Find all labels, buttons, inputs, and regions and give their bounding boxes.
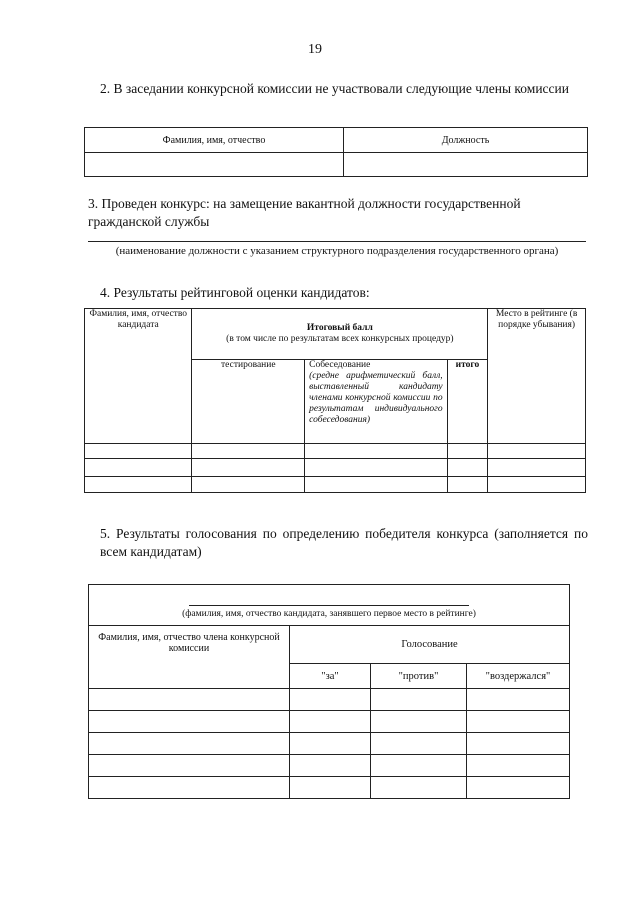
table-row bbox=[89, 755, 570, 777]
voting-table bbox=[88, 584, 570, 799]
interview-note: (средне арифметический балл, выставленный кандидату членами конкурсной комиссии по результатам индивидуального собеседования) bbox=[309, 371, 443, 425]
sub-testing: тестирование bbox=[192, 360, 305, 444]
interview-label: Собеседование bbox=[309, 360, 371, 370]
table-row bbox=[85, 459, 586, 477]
table-row bbox=[89, 711, 570, 733]
sub-interview bbox=[305, 360, 448, 444]
table-cell bbox=[85, 153, 344, 177]
header-full-name: Фамилия, имя, отчество bbox=[85, 128, 344, 153]
table-cell bbox=[344, 153, 588, 177]
vote-abstain: "воздержался" bbox=[467, 664, 570, 689]
sub-total: итого bbox=[447, 360, 488, 444]
table-row bbox=[89, 777, 570, 799]
table-row bbox=[89, 689, 570, 711]
section-5-text: 5. Результаты голосования по определению победителя конкурса (заполняется по всем кандидатам) bbox=[100, 526, 588, 559]
winner-cell bbox=[89, 585, 570, 626]
absent-members-table bbox=[84, 127, 588, 177]
section-3-text: 3. Проведен конкурс: на замещение вакантной должности государственной гражданской службы bbox=[88, 196, 521, 229]
col-member-name: Фамилия, имя, отчество члена конкурсной комиссии bbox=[89, 626, 290, 689]
table-row bbox=[89, 733, 570, 755]
position-caption: (наименование должности с указанием структурного подразделения государственного органа) bbox=[115, 245, 559, 257]
header-position: Должность bbox=[344, 128, 588, 153]
rating-table bbox=[84, 308, 586, 493]
col-total-score bbox=[192, 309, 488, 360]
table-row bbox=[85, 444, 586, 459]
page-number: 19 bbox=[308, 42, 322, 57]
vote-for: "за" bbox=[290, 664, 371, 689]
total-subtitle: (в том числе по результатам всех конкурсных процедур) bbox=[226, 334, 454, 344]
col-voting: Голосование bbox=[290, 626, 570, 664]
winner-caption: (фамилия, имя, отчество кандидата, занявшего первое место в рейтинге) bbox=[182, 609, 476, 619]
vote-against: "против" bbox=[371, 664, 467, 689]
table-row bbox=[85, 477, 586, 493]
total-title: Итоговый балл bbox=[306, 323, 373, 333]
col-place: Место в рейтинге (в порядке убывания) bbox=[488, 309, 586, 444]
position-line bbox=[88, 241, 586, 242]
section-4-text: 4. Результаты рейтинговой оценки кандидатов: bbox=[100, 285, 370, 300]
col-candidate-name: Фамилия, имя, отчество кандидата bbox=[85, 309, 192, 444]
winner-line bbox=[189, 605, 469, 606]
section-2-text: 2. В заседании конкурсной комиссии не участвовали следующие члены комиссии bbox=[100, 81, 569, 96]
